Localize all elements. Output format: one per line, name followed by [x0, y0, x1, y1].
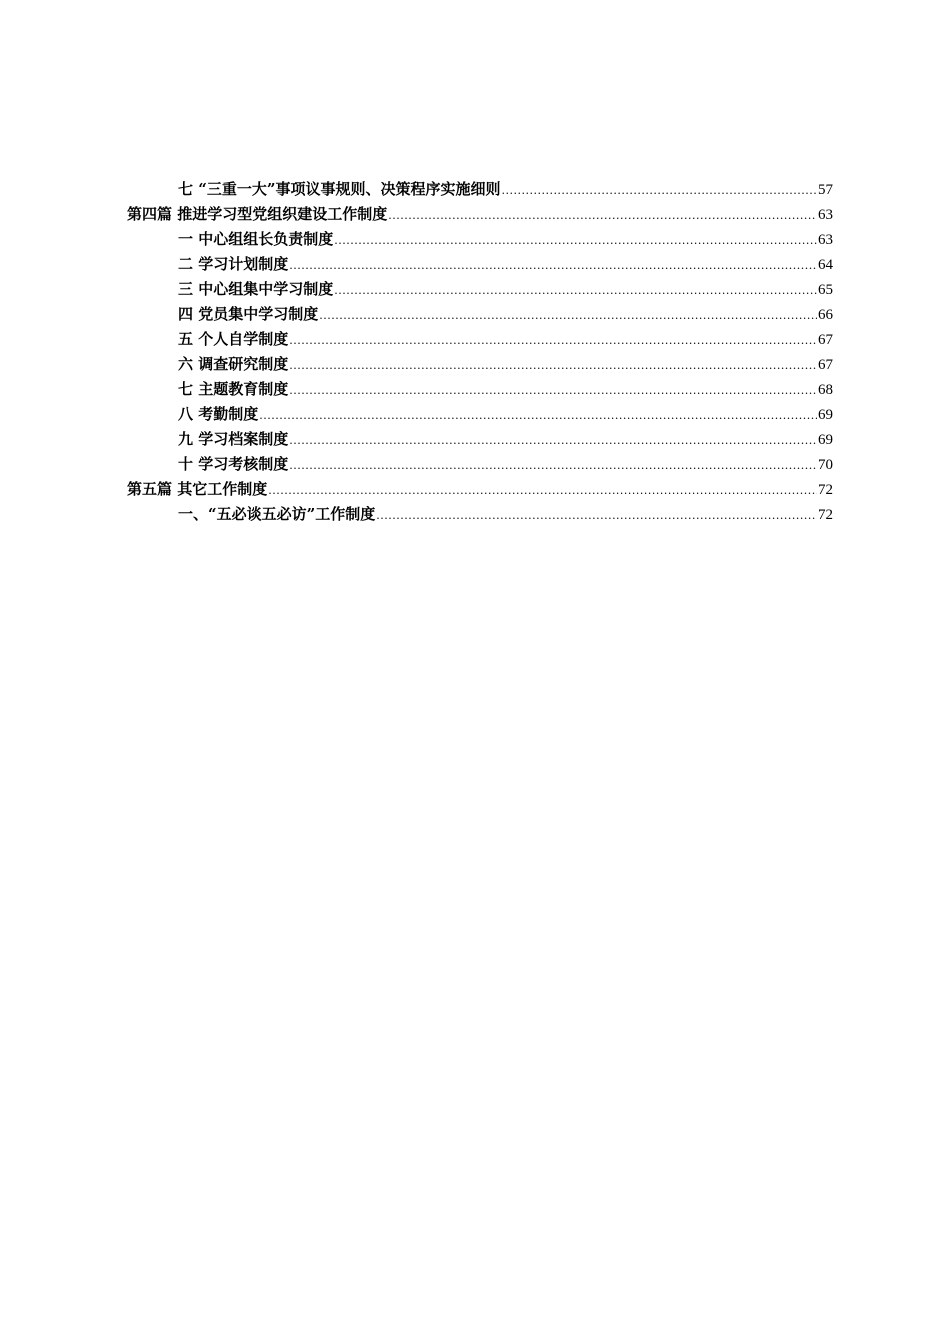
toc-page-number: 69: [818, 407, 833, 423]
toc-entry[interactable]: [127, 177, 833, 202]
toc-page-number: 63: [818, 232, 833, 248]
toc-entry[interactable]: [127, 352, 833, 377]
toc-page-number: 63: [818, 207, 833, 223]
toc-entry-title: 第四篇 推进学习型党组织建设工作制度: [127, 205, 388, 223]
toc-entry-title: 三 中心组集中学习制度: [178, 280, 334, 298]
toc-dot-leader: [334, 278, 817, 303]
toc-dot-leader: [259, 403, 817, 428]
toc-entry[interactable]: [127, 252, 833, 277]
table-of-contents: [127, 177, 833, 527]
toc-dot-leader: [334, 228, 817, 253]
toc-page-number: 72: [818, 482, 833, 498]
toc-page-number: 66: [818, 307, 833, 323]
toc-dot-leader: [501, 178, 817, 203]
toc-entry[interactable]: [127, 277, 833, 302]
toc-entry[interactable]: [127, 477, 833, 502]
toc-page-number: 69: [818, 432, 833, 448]
toc-entry[interactable]: [127, 302, 833, 327]
toc-dot-leader: [376, 503, 817, 528]
toc-entry-title: 四 党员集中学习制度: [178, 305, 319, 323]
toc-page-number: 70: [818, 457, 833, 473]
toc-dot-leader: [289, 453, 817, 478]
toc-page-number: 57: [818, 182, 833, 198]
toc-entry-title: 九 学习档案制度: [178, 430, 289, 448]
toc-entry[interactable]: [127, 202, 833, 227]
toc-dot-leader: [289, 378, 817, 403]
toc-dot-leader: [289, 428, 817, 453]
toc-entry-title: 二 学习计划制度: [178, 255, 289, 273]
toc-dot-leader: [388, 203, 817, 228]
toc-entry[interactable]: [127, 427, 833, 452]
toc-entry-title: 一、“五必谈五必访”工作制度: [178, 505, 376, 523]
toc-page-number: 67: [818, 332, 833, 348]
toc-page-number: 68: [818, 382, 833, 398]
toc-page-number: 67: [818, 357, 833, 373]
toc-dot-leader: [268, 478, 817, 503]
toc-entry-title: 八 考勤制度: [178, 405, 259, 423]
toc-entry[interactable]: [127, 377, 833, 402]
toc-dot-leader: [319, 303, 817, 328]
toc-entry[interactable]: [127, 327, 833, 352]
toc-entry-title: 五 个人自学制度: [178, 330, 289, 348]
toc-entry-title: 第五篇 其它工作制度: [127, 480, 268, 498]
toc-entry-title: 十 学习考核制度: [178, 455, 289, 473]
toc-entry[interactable]: [127, 502, 833, 527]
toc-entry[interactable]: [127, 452, 833, 477]
toc-page-number: 65: [818, 282, 833, 298]
toc-page-number: 72: [818, 507, 833, 523]
toc-entry[interactable]: [127, 402, 833, 427]
toc-entry-title: 六 调查研究制度: [178, 355, 289, 373]
toc-entry[interactable]: [127, 227, 833, 252]
toc-entry-title: 一 中心组组长负责制度: [178, 230, 334, 248]
toc-dot-leader: [289, 253, 817, 278]
toc-dot-leader: [289, 353, 817, 378]
toc-page-number: 64: [818, 257, 833, 273]
toc-dot-leader: [289, 328, 817, 353]
toc-entry-title: 七 主题教育制度: [178, 380, 289, 398]
toc-entry-title: 七 “三重一大”事项议事规则、决策程序实施细则: [178, 180, 501, 198]
